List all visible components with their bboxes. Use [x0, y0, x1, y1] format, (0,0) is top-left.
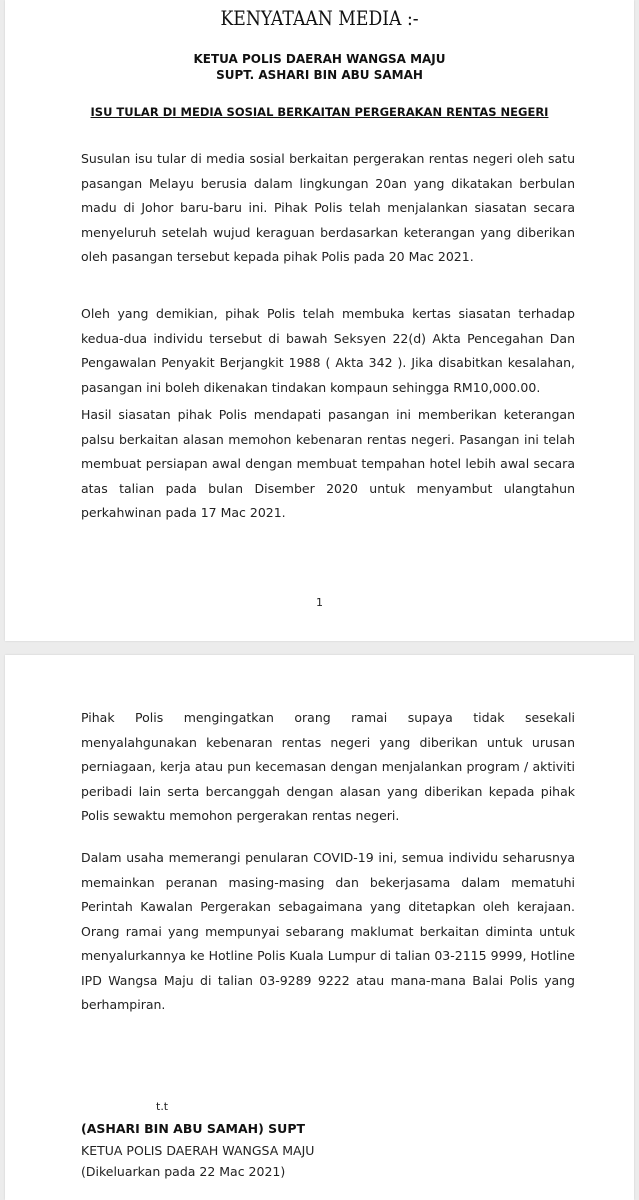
document-subject: [5, 105, 634, 119]
paragraph: Hasil siasatan pihak Polis mendapati pasangan ini memberikan keterangan palsu berkaitan alasan memohon kebenaran rentas negeri. Pasangan ini telah membuat persiapan awal dengan membuat tempahan hotel lebih awal secara atas talian pada bulan Disember 2020 untuk menyambut ulangtahun perkahwinan pada 17 Mac 2021.: [81, 407, 575, 520]
signatory-position: KETUA POLIS DAERAH WANGSA MAJU: [81, 1143, 315, 1158]
paragraph: Susulan isu tular di media sosial berkaitan pergerakan rentas negeri oleh satu pasangan Melayu berusia dalam lingkungan 20an yang dikatakan berbulan madu di Johor baru-baru ini. Pihak Polis telah menjalankan siasatan secara menyeluruh setelah wujud keraguan berdasarkan keterangan yang diberikan oleh pasangan tersebut kepada pihak Polis pada 20 Mac 2021.: [81, 151, 575, 264]
signatory-name: (ASHARI BIN ABU SAMAH) SUPT: [81, 1121, 306, 1136]
issue-date: (Dikeluarkan pada 22 Mac 2021): [81, 1164, 286, 1179]
paragraph: Oleh yang demikian, pihak Polis telah membuka kertas siasatan terhadap kedua-dua individu tersebut di bawah Seksyen 22(d) Akta Pencegahan Dan Pengawalan Penyakit Berjangkit 1988 ( Akta 342 ). Jika disabitkan kesalahan, pasangan ini boleh dikenakan tindakan kompaun sehingga RM10,000.00.: [81, 306, 575, 395]
paragraph: Pihak Polis mengingatkan orang ramai supaya tidak sesekali menyalahgunakan kebenaran rentas negeri yang diberikan untuk urusan perniagaan, kerja atau pun kecemasan dengan menjalankan program / aktiviti peribadi lain serta bercanggah dengan alasan yang diberikan kepada pihak Polis sewaktu memohon pergerakan rentas negeri.: [81, 710, 575, 823]
document-page-2: [5, 655, 634, 1200]
document-subject-text: ISU TULAR DI MEDIA SOSIAL BERKAITAN PERGERAKAN RENTAS NEGERI: [90, 105, 549, 119]
signature-mark: t.t: [156, 1100, 169, 1113]
heading-position: KETUA POLIS DAERAH WANGSA MAJU: [193, 52, 446, 66]
document-page-1: [5, 0, 634, 641]
page-number: 1: [316, 596, 323, 609]
heading-officer-name: SUPT. ASHARI BIN ABU SAMAH: [216, 68, 423, 82]
paragraph: Dalam usaha memerangi penularan COVID-19 ini, semua individu seharusnya memainkan peranan masing-masing dan bekerjasama dalam mematuhi Perintah Kawalan Pergerakan sebagaimana yang ditetapkan oleh kerajaan. Orang ramai yang mempunyai sebarang maklumat berkaitan diminta untuk menyalurkannya ke Hotline Polis Kuala Lumpur di talian 03-2115 9999, Hotline IPD Wangsa Maju di talian 03-9289 9222 atau mana-mana Balai Polis yang berhampiran.: [81, 850, 575, 1012]
document-title: KENYATAAN MEDIA :-: [220, 6, 419, 30]
